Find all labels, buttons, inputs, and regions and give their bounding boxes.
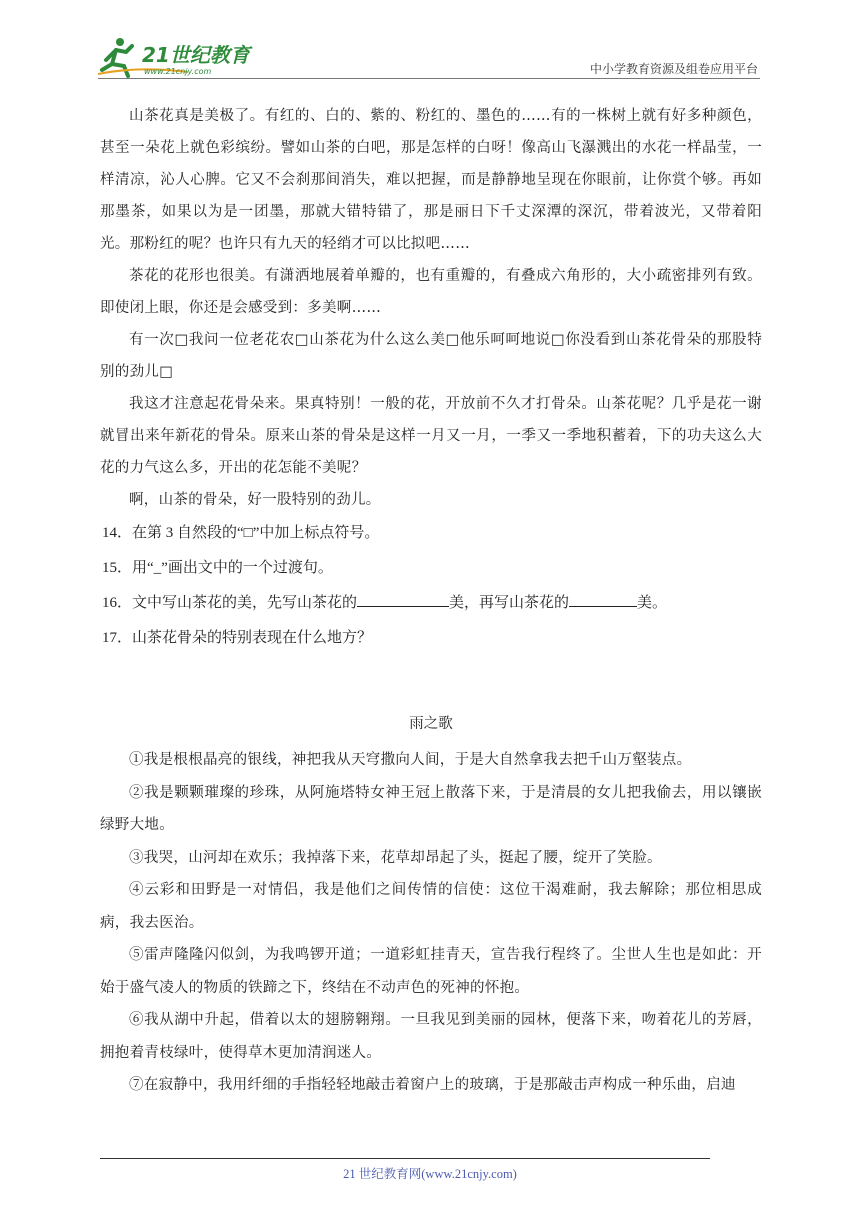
question-16-part-b: 美，再写山茶花的	[449, 595, 570, 611]
question-14: 14．在第 3 自然段的“□”中加上标点符号。	[102, 525, 380, 541]
question-list	[100, 516, 762, 656]
paragraph: ④云彩和田野是一对情侣，我是他们之间传情的信使：这位干渴难耐，我去解除；那位相思成病，我去医治。	[100, 882, 762, 931]
site-logo	[98, 36, 268, 80]
answer-blank[interactable]	[357, 592, 449, 607]
document-body	[100, 100, 762, 1102]
paragraph: 我这才注意起花骨朵来。果真特别！一般的花，开放前不久才打骨朵。山茶花呢？几乎是花一谢就冒出来年新花的骨朵。原来山茶的骨朵是这样一月又一月，一季又一季地积蓄着，下的功夫这么大花的力气这么多，开出的花怎能不美呢？	[100, 396, 762, 476]
answer-blank[interactable]	[569, 592, 637, 607]
passage-camellia	[100, 100, 762, 516]
footer-divider	[100, 1158, 710, 1159]
question-15: 15．用“_”画出文中的一个过渡句。	[102, 560, 333, 576]
header-divider	[98, 78, 760, 79]
paragraph: 山茶花真是美极了。有红的、白的、紫的、粉红的、墨色的……有的一株树上就有好多种颜色，甚至一朵花上就色彩缤纷。譬如山茶的白吧，那是怎样的白呀！像高山飞瀑溅出的水花一样晶莹，一样清凉，沁人心脾。它又不会刹那间消失，难以把握，而是静静地呈现在你眼前，让你赏个够。再如那墨茶，如果以为是一团墨，那就大错特错了，那是丽日下千丈深潭的深沉，带着波光，又带着阳光。那粉红的呢？也许只有九天的轻绡才可以比拟吧……	[100, 108, 762, 252]
passage-title: 雨之歌	[409, 716, 453, 732]
paragraph: 啊，山茶的骨朵，好一股特别的劲儿。	[129, 492, 381, 508]
paragraph: 有一次□我问一位老花农□山茶花为什么这么美□他乐呵呵地说□你没看到山茶花骨朵的那股特别的劲儿□	[100, 332, 762, 380]
page-footer: 21 世纪教育网(www.21cnjy.com)	[343, 1167, 517, 1181]
svg-text:21世纪教育: 21世纪教育	[142, 43, 250, 67]
question-16	[100, 586, 762, 621]
paragraph: ⑤雷声隆隆闪似剑，为我鸣锣开道；一道彩虹挂青天，宣告我行程终了。尘世人生也是如此：开始于盛气凌人的物质的铁蹄之下，终结在不动声色的死神的怀抱。	[100, 947, 762, 996]
question-17: 17．山茶花骨朵的特别表现在什么地方？	[102, 630, 373, 646]
page-header	[98, 36, 760, 80]
question-16-part-c: 美。	[637, 595, 668, 611]
paragraph: ⑥我从湖中升起，借着以太的翅膀翱翔。一旦我见到美丽的园林，便落下来，吻着花儿的芳唇，拥抱着青枝绿叶，使得草木更加清润迷人。	[100, 1012, 762, 1061]
paragraph: ③我哭，山河却在欢乐；我掉落下来，花草却昂起了头，挺起了腰，绽开了笑脸。	[129, 849, 662, 866]
svg-text:www.21cnjy.com: www.21cnjy.com	[144, 67, 212, 76]
paragraph: ②我是颗颗璀璨的珍珠，从阿施塔特女神王冠上散落下来，于是清晨的女儿把我偷去，用以镶嵌绿野大地。	[100, 784, 762, 833]
question-16-part-a: 16．文中写山茶花的美，先写山茶花的	[102, 595, 358, 611]
paragraph: ⑦在寂静中，我用纤细的手指轻轻地敲击着窗户上的玻璃，于是那敲击声构成一种乐曲，启迪	[129, 1077, 736, 1093]
paragraph: 茶花的花形也很美。有潇洒地展着单瓣的，也有重瓣的，有叠成六角形的，大小疏密排列有致。即使闭上眼，你还是会感受到：多美啊……	[100, 268, 762, 316]
paragraph: ①我是根根晶亮的银线，神把我从天穹撒向人间，于是大自然拿我去把千山万壑装点。	[129, 752, 692, 768]
passage-rain-song	[100, 708, 762, 1102]
platform-name: 中小学教育资源及组卷应用平台	[589, 62, 758, 76]
